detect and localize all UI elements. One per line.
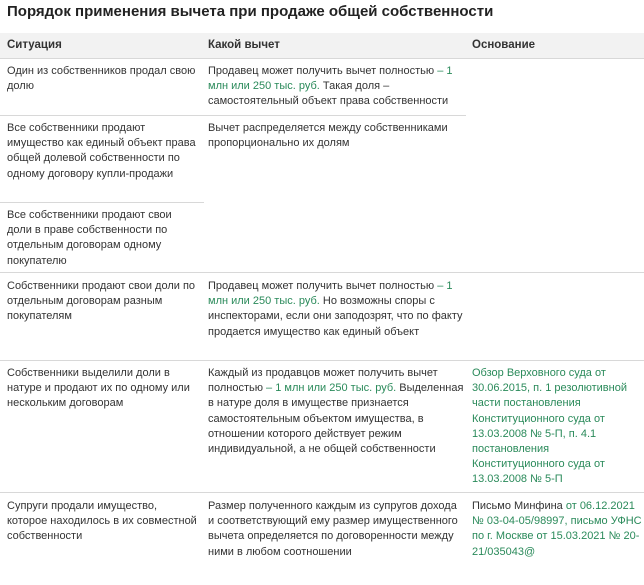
- row4-deduction: Продавец может получить вычет полностью – 1 млн или 250 тыс. руб. Но возможны споры с инспекторами, если они заподозрят, что по факту продается имущество как единый объект: [208, 280, 463, 338]
- row-divider: [0, 202, 204, 203]
- page-title: Порядок применения вычета при продаже общей собственности: [7, 3, 494, 20]
- row-divider: [0, 115, 466, 116]
- header-basis: Основание: [472, 39, 536, 51]
- row-divider: [0, 360, 644, 361]
- row5-basis[interactable]: Обзор Верховного суда от 30.06.2015, п. 1 резолютивной части постановления Конституционного суда от 13.03.2008 № 5-П, п. 4.1 постановления Конституционного суда от 13.03.2008 № 5-П: [472, 367, 627, 486]
- table-header: [0, 33, 644, 59]
- row1-situation: Один из собственников продал свою долю: [7, 65, 196, 93]
- row5-deduction: Каждый из продавцов может получить вычет полностью – 1 млн или 250 тыс. руб. Выделенная в натуре доля в имуществе признается самостоятельным объектом имущества, в отношении которого действует режим индивидуальной, а не общей собственности: [208, 367, 464, 456]
- row3-situation: Все собственники продают свои доли в праве собственности по отдельным договорам одному покупателю: [7, 209, 172, 267]
- row4-situation: Собственники продают свои доли по отдельным договорам разным покупателям: [7, 280, 196, 323]
- row2-situation: Все собственники продают имущество как единый объект права общей долевой собственности по одному договору купли-продажи: [7, 122, 196, 180]
- amount-highlight: – 1 млн или 250 тыс. руб.: [208, 65, 453, 93]
- amount-highlight: – 1 млн или 250 тыс. руб.: [208, 280, 453, 308]
- row6-deduction: Размер полученного каждым из супругов дохода и соответствующий ему размер имущественного вычета определяется по договоренности между ними в любом соотношении: [208, 500, 458, 558]
- row2-deduction: Вычет распределяется между собственниками пропорционально их долям: [208, 122, 448, 150]
- header-situation: Ситуация: [7, 39, 62, 51]
- header-deduction: Какой вычет: [208, 39, 280, 51]
- row6-basis: Письмо Минфина от 06.12.2021 № 03-04-05/98997, письмо УФНС по г. Москве от 15.03.2021 № 20-21/035043@: [472, 500, 642, 558]
- basis-link[interactable]: от 06.12.2021 № 03-04-05/98997, письмо УФНС по г. Москве от 15.03.2021 № 20-21/035043@: [472, 500, 642, 558]
- row-divider: [0, 272, 644, 273]
- row6-situation: Супруги продали имущество, которое находилось в их совместной собственности: [7, 500, 197, 543]
- amount-highlight: – 1 млн или 250 тыс. руб.: [266, 382, 397, 395]
- row5-situation: Собственники выделили доли в натуре и продают их по одному или нескольким договорам: [7, 367, 190, 410]
- row-divider: [0, 492, 644, 493]
- row1-deduction: Продавец может получить вычет полностью – 1 млн или 250 тыс. руб. Такая доля – самостоятельный объект права собственности: [208, 65, 453, 108]
